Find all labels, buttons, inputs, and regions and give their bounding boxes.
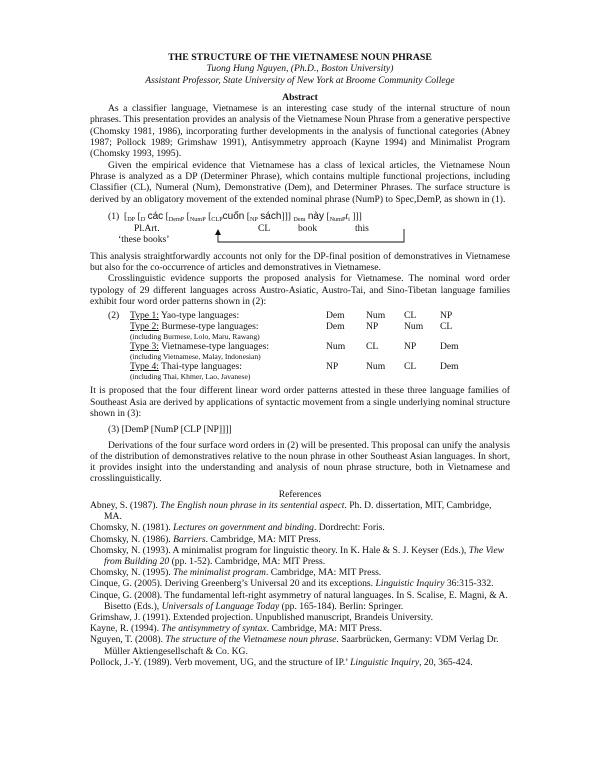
abstract-paragraph-5: It is proposed that the four different linear word order patterns attested in these three language families of Southeast Asia are derived by applications of syntactic movement from a single underlying nominal structure shown in (3): <box>90 385 510 419</box>
trace-t: t <box>345 210 349 222</box>
abstract-paragraph-1: As a classifier language, Vietnamese is an interesting case study of the internal structure of noun phrases. This presentation provides an analysis of the Vietnamese Noun Phrase from a generative perspective (Chomsky 1981, 1986), incorporating further developments in the analysis of functional categories (Abney 1987; Pollock 1989; Grimshaw 1991), Antisymmetry approach (Kayne 1994) and Minimalist Program (Chomsky 1993, 1995). <box>90 103 510 160</box>
example-1-number: (1) <box>108 210 120 222</box>
movement-arrow <box>90 211 510 251</box>
abstract-paragraph-2: Given the empirical evidence that Vietnamese has a class of lexical articles, the Vietnamese Noun Phrase is analyzed as a DP (Determiner Phrase), which contains multiple functional projections, including Classifier (CL), Numeral (Num), Demonstrative (Dem), and Determiner Phrases. The surface structure is derived by an obligatory movement of the extended nominal phrase (NumP) to Spec,DemP, as shown in (1). <box>90 159 510 205</box>
gloss-translation: ‘these books’ <box>118 233 170 245</box>
abstract-heading: Abstract <box>282 91 318 103</box>
gloss-book: book <box>298 222 318 234</box>
word-nay: này <box>307 210 324 222</box>
example-1-bracketing: (1) [$_{DP}$ [$_D$ các [$_{DemP}$ [$_{NumP}$ [$_{CLP}cuốn$ [$_{NP}$ sách]]] $_{Dem}$ này [$_{NumP}t_i$ ]]] <box>108 210 362 223</box>
word-cuon: cuốn <box>222 210 245 222</box>
word-cac: các <box>147 210 164 222</box>
word-sach: sách <box>260 210 282 222</box>
reference-item: Abney, S. (1987). The English noun phrase in its sentential aspect. Ph. D. dissertation, MIT, Cambridge, MA. <box>90 500 492 523</box>
example-3: (3) [DemP [NumP [CLP [NP]]]] <box>108 424 232 436</box>
example-1 <box>90 211 510 249</box>
gloss-this: this <box>355 222 369 234</box>
reference-item: Grimshaw, J. (1991). Extended projection. Unpublished manuscript, Brandeis University. <box>90 612 433 624</box>
gloss-cl: CL <box>258 222 271 234</box>
author-line: Tuong Hung Nguyen, (Ph.D., Boston University) <box>206 63 394 75</box>
reference-item: Cinque, G. (2008). The fundamental left-right asymmetry of natural languages. In S. Scalise, E. Magni, & A. Bisetto (Eds.), Universals of Language Today (pp. 165-184). Berlin: Springer. <box>90 589 508 612</box>
gloss-plart: Pl.Art. <box>134 222 160 234</box>
abstract-paragraph-4: Crosslinguistic evidence supports the proposed analysis for Vietnamese. The nominal word order typology of 29 different languages across Austro-Asiatic, Austro-Tai, and Sino-Tibetan language families exhibit four word order patterns shown in (2): <box>90 273 510 308</box>
paper-page <box>90 52 510 668</box>
reference-item: Cinque, G. (2005). Deriving Greenberg’s Universal 20 and its exceptions. Linguistic Inquiry 36:315-332. <box>90 578 494 590</box>
example-2-typology-table <box>108 310 459 381</box>
table-row: Type 3: Vietnamese-type languages: (including Vietnamese, Malay, Indonesian) Num CL NP Dem <box>130 341 459 362</box>
reference-item: Chomsky, N. (1993). A minimalist program for linguistic theory. In K. Hale & S. J. Keyser (Eds.), The View from Building 20 (pp. 1-52). Cambridge, MA: MIT Press. <box>90 544 504 568</box>
abstract-paragraph-6: Derivations of the four surface word orders in (2) will be presented. This proposal can unify the analysis of the distribution of demonstratives relative to the noun phrase in other Southeast Asian languages. In short, it provides insight into the understanding and analysis of noun phrase structure, both in Vietnamese and crosslinguistically. <box>90 439 510 485</box>
reference-item: Chomsky, N. (1986). Barriers. Cambridge, MA: MIT Press. <box>90 533 321 545</box>
table-row: Type 4: Thai-type languages: (including Thai, Khmer, Lao, Javanese) NP Num CL Dem <box>130 361 459 382</box>
reference-item: Chomsky, N. (1995). The minimalist program. Cambridge, MA: MIT Press. <box>90 567 382 579</box>
references-heading: References <box>278 488 322 500</box>
reference-item: Chomsky, N. (1981). Lectures on government and binding. Dordrecht: Foris. <box>90 522 385 534</box>
reference-item: Nguyen, T. (2008). The structure of the Vietnamese noun phrase. Saarbrücken, Germany: VDM Verlag Dr. Müller Aktiengesellschaft & Co. KG. <box>90 634 499 657</box>
references-list <box>90 500 510 668</box>
table-row: Type 2: Burmese-type languages: (including Burmese, Lolo, Maru, Rawang) Dem NP Num CL <box>130 321 453 342</box>
paper-title: THE STRUCTURE OF THE VIETNAMESE NOUN PHRASE <box>168 52 432 63</box>
table-row: (2) Type 1: Yao-type languages: Dem Num CL NP <box>108 310 453 322</box>
abstract-paragraph-3: This analysis straightforwardly accounts not only for the DP-final position of demonstratives in Vietnamese but also for the co-occurrence of articles and demonstratives in Vietnamese. <box>90 250 510 274</box>
affiliation-line: Assistant Professor, State University of New York at Broome Community College <box>145 74 455 86</box>
reference-item: Pollock, J.-Y. (1989). Verb movement, UG, and the structure of IP.’ Linguistic Inquiry, 20, 365-424. <box>90 656 473 668</box>
reference-item: Kayne, R. (1994). The antisymmetry of syntax. Cambridge, MA: MIT Press. <box>90 623 382 635</box>
